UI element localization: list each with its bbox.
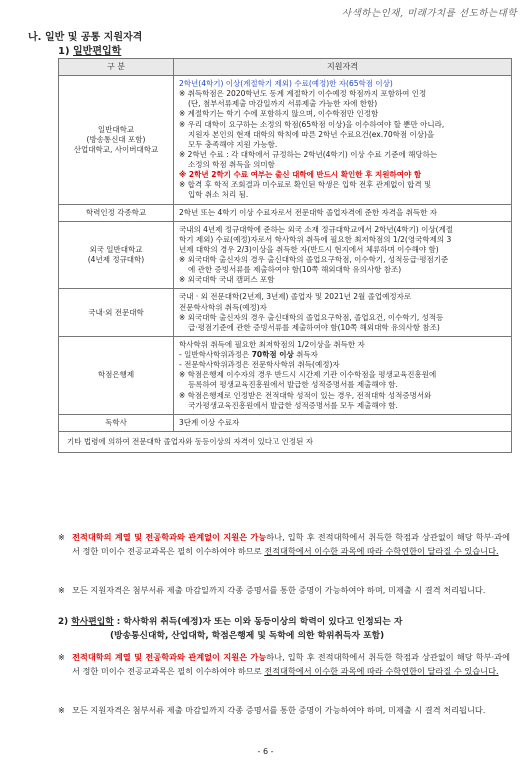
- note-mark: ※: [58, 532, 65, 542]
- desc-line: ※ 외국대학 출신자의 경우 출신대학의 졸업요구학점, 졸업요건, 이수학기, 성적등: [179, 312, 444, 322]
- note-major: [58, 530, 510, 559]
- row-description: [174, 76, 512, 205]
- desc-line: 학기 제외) 수료(예정)자로서 학사학위 취득에 필요한 최저학점의 1/2(영국학제의 3: [179, 234, 452, 244]
- row-full-description: 기타 법령에 의하여 전문대학 졸업자와 동등이상의 자격이 있다고 인정된 자: [59, 431, 512, 452]
- desc-line: - 전문학사학위과정은 전문학사학위 취득(예정)자: [179, 360, 340, 370]
- desc-line: ※ 2학년 수료 : 각 대학에서 규정하는 2학년(4학기) 이상 수료 기준에 해당하는: [179, 149, 438, 159]
- table-row: [59, 336, 512, 414]
- desc-line: 입학 취소 처리 됨.: [188, 190, 249, 200]
- desc-line: ※ 학점은행제 이수자의 경우 반드시 시간제 기관 이수학점을 평생교육진흥원에: [179, 370, 437, 380]
- desc-line: ※ 외국대학 출신자의 경우 출신대학의 졸업요구학점, 이수학기, 성적등급·평점기준: [179, 255, 449, 264]
- subsection-title: 학사편입학: [71, 617, 114, 627]
- desc-line: 에 관한 증빙서류를 제출하여야 함(10쪽 해외대학 유의사항 참조): [188, 265, 402, 275]
- desc-emphasis: 70학점 이상: [251, 350, 294, 359]
- header-qualification: 지원자격: [174, 59, 512, 76]
- subsection-desc-line2: (방송통신대학, 산업대학, 학점은행제 및 독학에 의한 학위취득자 포함): [110, 631, 385, 642]
- row-category: 독학사: [59, 414, 174, 431]
- subsection-heading-general: [58, 42, 121, 57]
- note-major-bachelor: [58, 650, 510, 679]
- desc-line-warning: ※ 2학년 2학기 수료 여부는 출신 대학에 반드시 확인한 후 지원하여야 함: [179, 170, 422, 180]
- desc-line: 국내 · 외 전문대학(2년제, 3년제) 졸업자 및 2021년 2월 졸업예정자로: [179, 292, 412, 302]
- category-line: (방송통신대 포함): [86, 134, 146, 144]
- row-category: 국내·외 전문대학: [59, 289, 174, 337]
- table-row: [59, 414, 512, 431]
- desc-line: ※ 우리 대학이 요구하는 소정의 학점(65학점 이상)을 이수하여야 할 뿐만 아니라,: [179, 119, 445, 129]
- note-mark: ※: [58, 652, 65, 662]
- subsection-heading-bachelor: [58, 615, 518, 643]
- desc-line: 모두 충족해야 지원 가능함.: [188, 139, 278, 149]
- row-description: [174, 289, 512, 337]
- row-description: 2학년 또는 4학기 이상 수료자로서 전문대학 졸업자격에 준한 자격을 취득한 자: [174, 204, 512, 221]
- section-heading: 나. 일반 및 공통 지원자격: [28, 32, 143, 43]
- category-line: 외국 일반대학교: [89, 244, 143, 254]
- note-mark: ※: [58, 585, 65, 595]
- note-documents-bachelor: [58, 703, 510, 717]
- desc-line: (단, 첨부서류제출 마감일까지 서류제출 가능한 자에 한함): [188, 99, 378, 109]
- row-category: 학력인정 각종학교: [59, 204, 174, 221]
- subsection-number: 1): [58, 46, 70, 57]
- table-header-row: [59, 59, 512, 76]
- desc-fragment: 취득자: [293, 350, 318, 359]
- note-mark: ※: [58, 705, 65, 715]
- desc-line: 급·평점기준에 관한 증빙서류를 제출하여야 함(10쪽 해외대학 유의사항 참조): [188, 322, 440, 332]
- subsection-desc: : 학사학위 취득(예정)자 또는 이와 동등이상의 학력이 있다고 인정되는 자: [113, 617, 403, 627]
- note-text: 모든 지원자격은 첨부서류 제출 마감일까지 각종 증명서를 통한 증명이 가능하여야 하며, 미제출 시 결격 처리됩니다.: [72, 705, 486, 715]
- note-text: 모든 지원자격은 첨부서류 제출 마감일까지 각종 증명서를 통한 증명이 가능하여야 하며, 미제출 시 결격 처리됩니다.: [72, 585, 486, 595]
- desc-line: 전문학사학위 취득(예정)자: [179, 302, 267, 312]
- desc-line: 2학년(4학기) 이상(계절학기 제외) 수료(예정)한 자(65학점 이상): [179, 79, 393, 88]
- note-body: 하나, 입학 후 전적대학에서 취득한 학점과 상관없이 해당 학부·과에서 정한 미이수 전공교과목은 필히 이수하여야 하므로: [72, 532, 511, 557]
- header-category: 구 분: [59, 59, 174, 76]
- subsection-number: 2): [58, 617, 69, 627]
- row-description: [174, 221, 512, 289]
- desc-line: ※ 합격 후 학적 조회결과 미수료로 확인된 학생은 입학 전후 관계없이 합격 및: [179, 180, 432, 190]
- desc-line: ※ 계절학기는 학기 수에 포함하지 않으며, 이수학점만 인정함: [179, 109, 379, 119]
- note-body: 하나, 입학 후 전적대학에서 취득한 학점과 상관없이 해당 학부·과에서 정한 미이수 전공교과목은 필히 이수하여야 하므로: [72, 652, 511, 677]
- page-number: - 6 -: [257, 747, 274, 756]
- category-line: (4년제 정규대학): [87, 255, 145, 264]
- note-emphasis: 전적대학의 계열 및 전공학과와 관계없이 지원은 가능: [72, 532, 267, 542]
- desc-line: 국내의 4년제 정규대학에 준하는 외국 소재 정규대학교에서 2학년(4학기) 이상(계절: [179, 224, 454, 234]
- eligibility-table: [58, 58, 512, 453]
- desc-line: 등록하여 평생교육진흥원에서 발급한 성적증명서를 제출해야 함.: [188, 380, 398, 390]
- table-row: [59, 204, 512, 221]
- note-documents-text: [58, 583, 510, 597]
- desc-line: [179, 350, 506, 360]
- desc-fragment: - 일반학사학위과정은: [179, 350, 252, 359]
- header-slogan: 사색하는인재, 미래가치를 선도하는대학: [341, 8, 517, 19]
- desc-line: 학사학위 취득에 필요한 최저학점의 1/2이상을 취득한 자: [179, 339, 365, 349]
- desc-line: 지원자 본인의 현재 대학의 학칙에 따른 2학년 수료요건(ex.70학점 이상)을: [188, 129, 435, 139]
- row-description: [174, 336, 512, 414]
- row-description: 3단계 이상 수료자: [174, 414, 512, 431]
- row-category: 학점은행제: [59, 336, 174, 414]
- desc-line: 소정의 학점 취득을 의미함: [188, 160, 275, 169]
- note-underline: 전적대학에서 이수한 과목에 따라 수학연한이 달라질 수 있습니다.: [264, 546, 499, 557]
- desc-line: 국가평생교육진흥원에서 발급한 성적증명서를 모두 제출해야 함.: [188, 400, 398, 410]
- desc-line: ※ 학점은행제로 인정받은 전적대학 성적이 있는 경우, 전적대학 성적증명서와: [179, 390, 432, 400]
- desc-line: ※ 취득학점은 2020학년도 동계 계절학기 이수예정 학점까지 포함하여 인정: [179, 89, 427, 99]
- row-category: [59, 76, 174, 205]
- table-row: [59, 431, 512, 452]
- note-text: [58, 650, 510, 679]
- table-row: [59, 221, 512, 289]
- note-emphasis: 전적대학의 계열 및 전공학과와 관계없이 지원은 가능: [72, 652, 267, 662]
- note-underline: 전적대학에서 이수한 과목에 따라 수학연한이 달라질 수 있습니다.: [264, 666, 499, 677]
- desc-line: 년제 대학의 경우 2/3)이상을 취득한 자(반드시 현지에서 체류하며 이수해야 함): [179, 244, 439, 254]
- subsection-title: 일반편입학: [73, 46, 122, 57]
- table-row: [59, 289, 512, 337]
- category-line: 일반대학교: [97, 124, 135, 134]
- table-row: [59, 76, 512, 205]
- category-line: 산업대학교, 사이버대학교: [73, 144, 159, 154]
- note-text: [58, 530, 510, 559]
- row-category: [59, 221, 174, 289]
- desc-line: ※ 외국대학 국내 캠퍼스 포함: [179, 275, 275, 285]
